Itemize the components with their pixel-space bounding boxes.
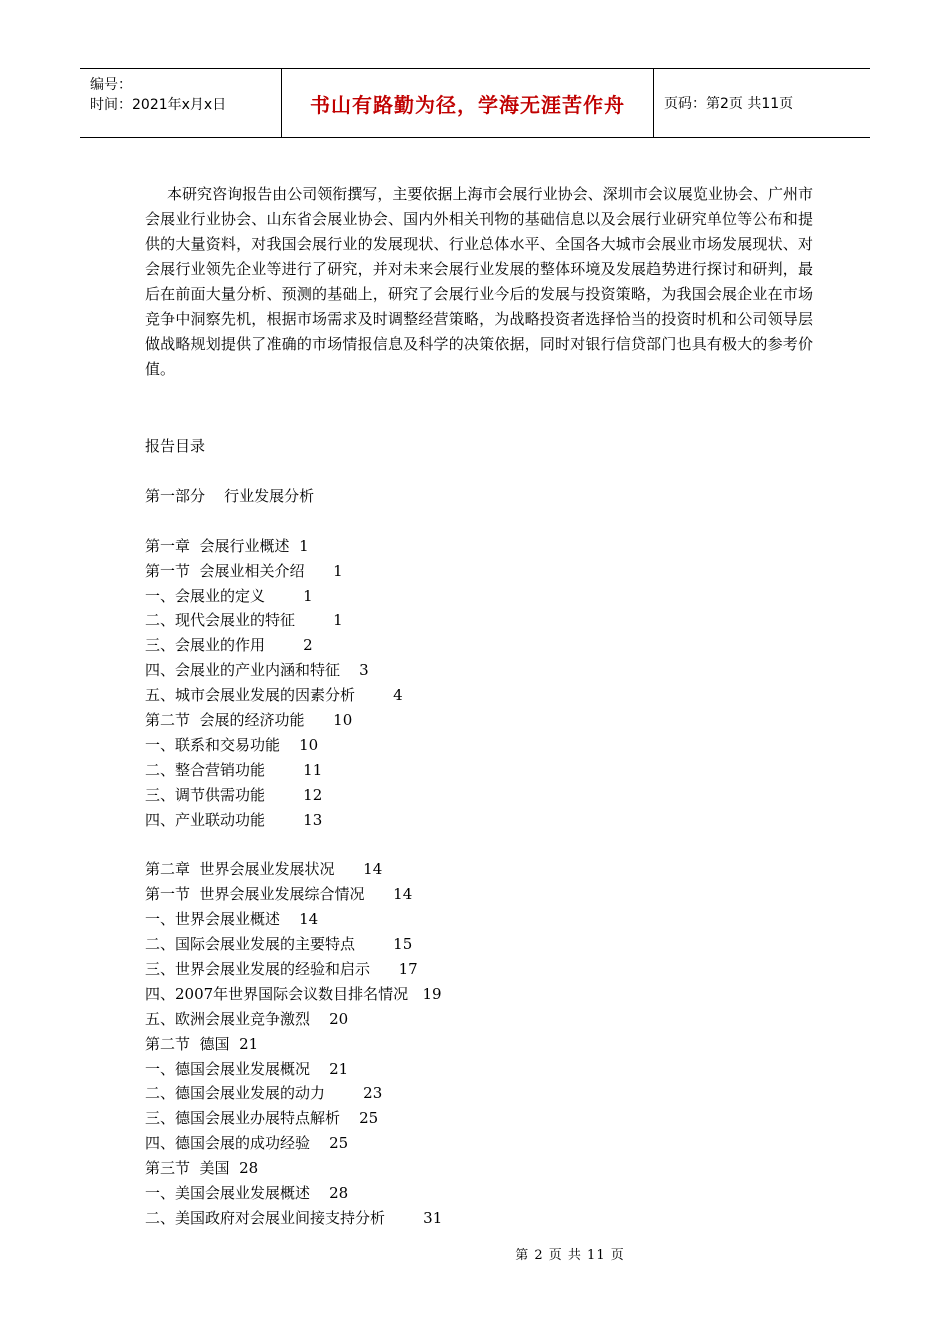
toc-entry: 一、世界会展业概述 14: [145, 910, 319, 929]
toc-entry: 二、美国政府对会展业间接支持分析 31: [145, 1208, 443, 1227]
toc-entry: 二、国际会展业发展的主要特点 15: [145, 935, 413, 954]
toc-entry: 一、美国会展业发展概述 28: [145, 1184, 349, 1203]
toc-entry: 三、会展业的作用 2: [145, 636, 313, 655]
toc-entry: 三、世界会展业发展的经验和启示 17: [145, 960, 418, 979]
toc-entry: 一、德国会展业发展概况 21: [145, 1059, 349, 1078]
part-title: 第一部分 行业发展分析: [145, 486, 315, 505]
toc-entry: 三、德国会展业办展特点解析 25: [145, 1109, 379, 1128]
toc-entry: 第一节 会展业相关介绍 1: [145, 561, 343, 580]
toc-title: 报告目录: [145, 437, 206, 455]
table-of-contents: [145, 434, 805, 1231]
page-header: [80, 68, 870, 138]
toc-entry: 第一节 世界会展业发展综合情况 14: [145, 885, 413, 904]
chapter-2-list: [145, 857, 805, 1230]
intro-paragraph: 本研究咨询报告由公司领衔撰写，主要依据上海市会展行业协会、深圳市会议展览业协会、广州市会展业行业协会、山东省会展业协会、国内外相关刊物的基础信息以及会展行业研究单位等公布和提供的大量资料，对我国会展行业的发展现状、行业总体水平、全国各大城市会展业市场发展现状、对会展行业领先企业等进行了研究，并对未来会展行业发展的整体环境及发展趋势进行探讨和研判，最后在前面大量分析、预测的基础上，研究了会展行业今后的发展与投资策略，为我国会展企业在市场竞争中洞察先机，根据市场需求及时调整经营策略，为战略投资者选择恰当的投资时机和公司领导层做战略规划提供了准确的市场情报信息及科学的决策依据，同时对银行信贷部门也具有极大的参考价值。: [145, 185, 813, 378]
date-label: 时间：2021年x月x日: [90, 97, 227, 113]
page-label: 页码：第2页 共11页: [664, 96, 794, 112]
toc-entry: 第三节 美国 28: [145, 1159, 259, 1178]
toc-entry: 四、德国会展的成功经验 25: [145, 1134, 349, 1153]
page-footer: 第 2 页 共 11 页: [515, 1248, 625, 1263]
toc-entry: 一、会展业的定义 1: [145, 586, 313, 605]
toc-entry: 三、调节供需功能 12: [145, 785, 323, 804]
toc-entry: 第二章 世界会展业发展状况 14: [145, 860, 383, 879]
chapter-1-list: [145, 534, 805, 833]
header-motto-cell: [282, 69, 654, 137]
toc-entry: 二、现代会展业的特征 1: [145, 611, 343, 630]
toc-entry: 一、联系和交易功能 10: [145, 735, 319, 754]
toc-entry: 四、产业联动功能 13: [145, 810, 323, 829]
toc-entry: 第二节 德国 21: [145, 1034, 259, 1053]
toc-entry: 五、城市会展业发展的因素分析 4: [145, 686, 403, 705]
toc-entry: 四、会展业的产业内涵和特征 3: [145, 661, 369, 680]
toc-entry: 四、2007年世界国际会议数目排名情况 19: [145, 984, 442, 1003]
toc-entry: 第二节 会展的经济功能 10: [145, 711, 353, 730]
toc-entry: 第一章 会展行业概述 1: [145, 536, 309, 555]
toc-entry: 五、欧洲会展业竞争激烈 20: [145, 1009, 349, 1028]
toc-entry: 二、整合营销功能 11: [145, 760, 323, 779]
motto: 书山有路勤为径，学海无涯苦作舟: [310, 92, 625, 117]
number-label: 编号：: [90, 77, 132, 93]
header-page-cell: [654, 69, 870, 137]
header-meta: [80, 69, 282, 137]
toc-entry: 二、德国会展业发展的动力 23: [145, 1084, 383, 1103]
